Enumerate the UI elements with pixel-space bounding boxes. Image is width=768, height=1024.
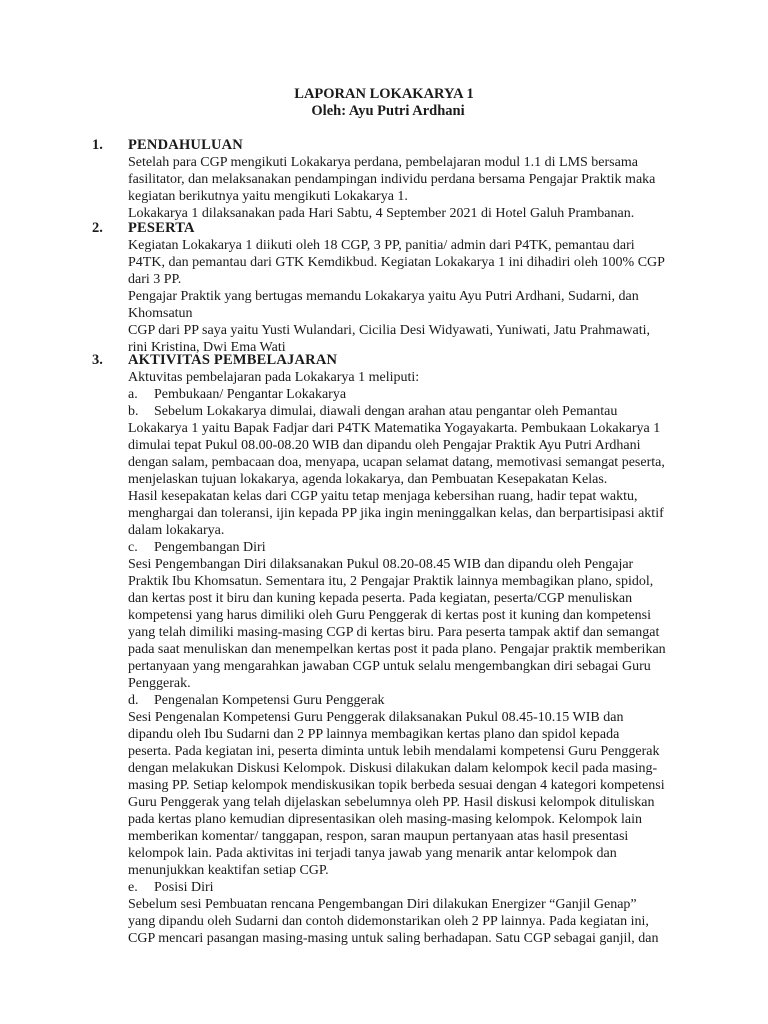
paragraph-line: Aktuvitas pembelajaran pada Lokakarya 1 meliputi: <box>128 370 420 385</box>
paragraph-line: P4TK, dan pemantau dari GTK Kemdikbud. Kegiatan Lokakarya 1 ini dihadiri oleh 100% CGP <box>128 255 665 270</box>
section-heading: AKTIVITAS PEMBELAJARAN <box>128 352 338 368</box>
paragraph-line: kelompok lain. Pada aktivitas ini terjadi tanya jawab yang menarik antar kelompok dan <box>128 846 617 861</box>
paragraph-line: CGP mencari pasangan masing-masing untuk saling berhadapan. Satu CGP sebagai ganjil, dan <box>128 931 659 946</box>
paragraph-line: Lokakarya 1 yaitu Bapak Fadjar dari P4TK Matematika Yogayakarta. Pembukaan Lokakarya 1 <box>128 421 661 436</box>
paragraph-line: menjelaskan tujuan lokakarya, agenda lokakarya, dan Pembuatan Kesepakatan Kelas. <box>128 472 608 487</box>
list-marker: d. <box>128 693 139 708</box>
paragraph-line: Lokakarya 1 dilaksanakan pada Hari Sabtu, 4 September 2021 di Hotel Galuh Prambanan. <box>128 206 635 221</box>
section-body <box>128 154 676 222</box>
paragraph-line: rini Kristina, Dwi Ema Wati <box>128 340 286 355</box>
paragraph-line: menghargai dan toleransi, ijin kepada PP jika ingin meninggalkan kelas, dan berpartisipasi aktif <box>128 506 664 521</box>
paragraph-line: menunjukkan keaktifan setiap CGP. <box>128 863 329 878</box>
paragraph-line: Khomsatun <box>128 306 193 321</box>
section-heading: PENDAHULUAN <box>128 137 243 153</box>
paragraph-line: dimulai tepat Pukul 08.00-08.20 WIB dan dipandu oleh Pengajar Praktik Ayu Putri Ardhani <box>128 438 641 453</box>
section-number: 3. <box>92 352 103 368</box>
document-header <box>0 86 768 120</box>
paragraph-line: Sesi Pengenalan Kompetensi Guru Penggerak dilaksanakan Pukul 08.45-10.15 WIB dan <box>128 710 624 725</box>
section-number: 2. <box>92 220 103 236</box>
paragraph-line: dari 3 PP. <box>128 272 182 287</box>
list-item <box>128 539 676 556</box>
paragraph-line: kompetensi yang harus dimiliki oleh Guru Penggerak di kertas post it kuning dan kompetensi <box>128 608 651 623</box>
paragraph-line: fasilitator, dan melaksanakan pendampingan individu perdana bersama Pengajar Praktik maka <box>128 172 656 187</box>
paragraph-line: dan kertas post it biru dan kuning kepada peserta. Pada kegiatan, peserta/CGP menuliskan <box>128 591 633 606</box>
section-body <box>128 237 676 356</box>
list-marker: a. <box>128 387 138 402</box>
paragraph-line: dengan salam, pembacaan doa, menyapa, ucapan selamat datang, memotivasi semangat peserta, <box>128 455 665 470</box>
list-item <box>128 386 676 403</box>
section-number: 1. <box>92 137 103 153</box>
paragraph-line: Praktik Ibu Khomsatun. Sementara itu, 2 Pengajar Praktik lainnya membagikan plano, spidol, <box>128 574 654 589</box>
paragraph-line: pertanyaan yang mengarahkan jawaban CGP untuk selalu mengembangkan diri sebagai Guru <box>128 659 651 674</box>
paragraph-line: Setelah para CGP mengikuti Lokakarya perdana, pembelajaran modul 1.1 di LMS bersama <box>128 155 638 170</box>
paragraph-line: pada kertas plano kemudian dipresentasikan oleh masing-masing kelompok. Kelompok lain <box>128 812 642 827</box>
paragraph-line: memberikan komentar/ tanggapan, respon, saran maupun pertanyaan atas hasil presentasi <box>128 829 629 844</box>
list-item-text: Sebelum Lokakarya dimulai, diawali dengan arahan atau pengantar oleh Pemantau <box>154 404 618 419</box>
list-marker: e. <box>128 880 138 895</box>
paragraph-line: masing PP. Setiap kelompok mendiskusikan topik berbeda sesuai dengan 4 kategori kompetensi <box>128 778 665 793</box>
list-item-text: Pengenalan Kompetensi Guru Penggerak <box>154 693 385 708</box>
paragraph-line: Guru Penggerak yang telah dijelaskan sebelumnya oleh PP. Hasil diskusi kelompok dituliskan <box>128 795 655 810</box>
list-item <box>128 879 676 896</box>
paragraph-line: peserta. Pada kegiatan ini, peserta diminta untuk lebih mendalami kompetensi Guru Penggerak <box>128 744 660 759</box>
paragraph-line: Kegiatan Lokakarya 1 diikuti oleh 18 CGP, 3 PP, panitia/ admin dari P4TK, pemantau dari <box>128 238 635 253</box>
paragraph-line: dipandu oleh Ibu Sudarni dan 2 PP lainnya membagikan kertas plano dan spidol kepada <box>128 727 620 742</box>
document-title: LAPORAN LOKAKARYA 1 <box>294 86 474 102</box>
paragraph-line: yang telah dimiliki masing-masing CGP di kertas biru. Para peserta tampak aktif dan semangat <box>128 625 660 640</box>
paragraph-line: Sesi Pengembangan Diri dilaksanakan Pukul 08.20-08.45 WIB dan dipandu oleh Pengajar <box>128 557 634 572</box>
paragraph-line: dalam lokakarya. <box>128 523 225 538</box>
paragraph-line: pada saat menuliskan dan menempelkan kertas post it pada plano. Pengajar praktik memberikan <box>128 642 666 657</box>
paragraph-line: Penggerak. <box>128 676 191 691</box>
paragraph-line: Sebelum sesi Pembuatan rencana Pengembangan Diri dilakukan Energizer “Ganjil Genap” <box>128 897 637 912</box>
list-marker: c. <box>128 540 138 555</box>
list-marker: b. <box>128 404 139 419</box>
list-item-text: Pembukaan/ Pengantar Lokakarya <box>154 387 347 402</box>
list-item <box>128 692 676 709</box>
paragraph-line: Pengajar Praktik yang bertugas memandu Lokakarya yaitu Ayu Putri Ardhani, Sudarni, dan <box>128 289 639 304</box>
section-body <box>128 369 676 947</box>
list-item-text: Posisi Diri <box>154 880 214 895</box>
paragraph-line: yang dipandu oleh Sudarni dan contoh didemonstarikan oleh 2 PP lainnya. Pada kegiatan ini, <box>128 914 649 929</box>
document-author: Oleh: Ayu Putri Ardhani <box>311 103 465 119</box>
list-item <box>128 403 676 420</box>
list-item-text: Pengembangan Diri <box>154 540 266 555</box>
paragraph-line: Hasil kesepakatan kelas dari CGP yaitu tetap menjaga kebersihan ruang, hadir tepat waktu, <box>128 489 638 504</box>
paragraph-line: dengan melakukan Diskusi Kelompok. Diskusi dilakukan dalam kelompok kecil pada masing- <box>128 761 658 776</box>
section-heading: PESERTA <box>128 220 195 236</box>
paragraph-line: kegiatan berikutnya yaitu mengikuti Lokakarya 1. <box>128 189 408 204</box>
paragraph-line: CGP dari PP saya yaitu Yusti Wulandari, Cicilia Desi Widyawati, Yuniwati, Jatu Prahmawati, <box>128 323 650 338</box>
